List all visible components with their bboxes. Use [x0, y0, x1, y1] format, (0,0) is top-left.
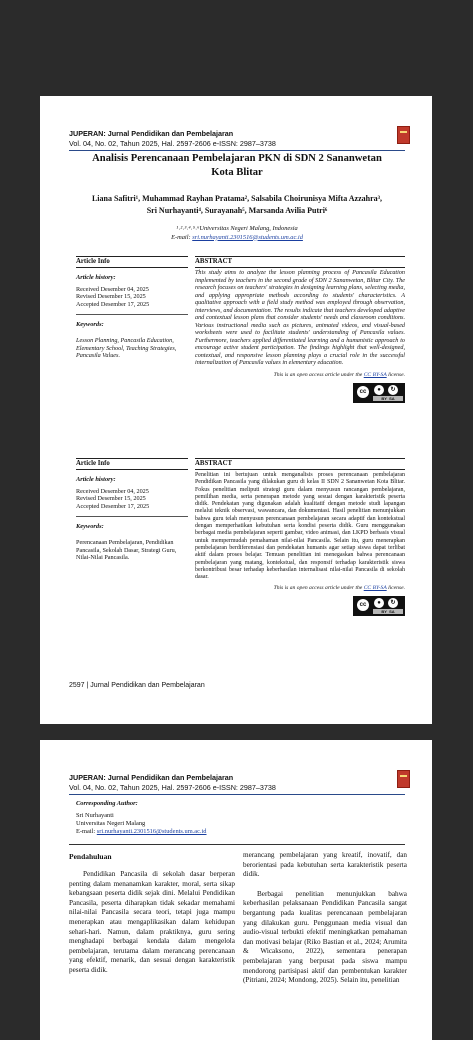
revised-date: Revised Desember 15, 2025	[76, 293, 146, 301]
email-link[interactable]: sri.nurhayanti.2301516@students.um.ac.id	[192, 233, 303, 241]
article-title: Analisis Perencanaan Pembelajaran PKN di SDN 2 Sananwetan Kota Blitar	[92, 153, 382, 178]
by-person-icon: ●	[374, 385, 384, 395]
divider	[76, 516, 188, 517]
received-date: Received Desember 04, 2025	[76, 286, 149, 293]
intro-paragraph-1: Pendidikan Pancasila di sekolah dasar berperan penting dalam menanamkan karakter, moral, serta sikap kebangsaan peserta didik sejak dini. Melalui Pendidikan Pancasila, peserta diharapkan tidak sekadar memahami nilai-nilai Pancasila secara teori, tetapi juga mampu menerapkan atau mengaplikasikan dalam kehidupan sehari-hari. Namun, dalam praktiknya, guru sering menghadapi berbagai kendala dalam mengelola pembelajaran, terutama dalam merancang perencanaan yang efektif, menarik, dan sesuai dengan karakteristik peserta didik.	[69, 870, 235, 974]
affiliation: ¹˒²˒³˒⁴˒⁵˒⁶Universitas Negeri Malang, Indonesia	[176, 225, 298, 232]
corr-label: Corresponding Author:	[76, 800, 138, 807]
corr-affiliation: Universitas Negeri Malang	[76, 820, 146, 827]
section-rule	[69, 844, 405, 845]
authors-line-1: Liana Safitri¹, Muhammad Rayhan Pratama², Salsabila Choirunisya Mifta Azzahra³,	[91, 194, 383, 203]
open-access-note	[195, 372, 405, 378]
abstract-id	[195, 458, 405, 616]
journal-cover-icon	[397, 126, 410, 144]
history-label: Article history:	[76, 476, 116, 483]
divider	[76, 314, 188, 315]
open-access-note	[195, 585, 405, 591]
cc-icon: cc	[357, 599, 369, 611]
journal-issue: Vol. 04, No. 02, Tahun 2025, Hal. 2597-2606 e-ISSN: 2987–3738	[69, 139, 276, 148]
abstract-text: Penelitian ini bertujuan untuk menganalisis proses perencanaan pembelajaran Pendidikan Pancasila yang dilakukan guru di kelas II SDN 2 Sananwetan Kota Blitar. Fokus penelitian meliputi strategi guru dalam menyusun rancangan pembelajaran, pemilihan media, serta penerapan metode yang sesuai dengan karakteristik peserta didik. Pendekatan yang digunakan adalah kualitatif dengan metode studi lapangan melalui teknik observasi, wawancara, dan dokumentasi. Hasil penelitian menunjukkan bahwa guru telah menyusun perencanaan pembelajaran secara adaptif dan kontekstual dengan memperhatikan kebutuhan serta kondisi peserta didik. Guru menggunakan berbagai media pembelajaran seperti gambar, video animasi, dan LKPD berbasis visual untuk mempermudah pemahaman nilai-nilai Pancasila. Selain itu, guru menerapkan pembelajaran berdiferensiasi dan pendekatan humanis agar setiap siswa dapat terlibat aktif dalam proses belajar. Temuan penelitian ini menegaskan bahwa perencanaan pembelajaran yang matang, kontekstual, dan responsif terhadap karakteristik siswa berkontribusi besar terhadap keberhasilan internalisasi nilai-nilai Pancasila di sekolah dasar.	[195, 472, 405, 581]
license-link[interactable]: CC BY-SA	[363, 371, 387, 378]
received-date: Received Desember 04, 2025	[76, 488, 149, 495]
license-link[interactable]: CC BY-SA	[363, 585, 387, 592]
keywords: Lesson Planning, Pancasila Education, Elementary School, Teaching Strategies, Pancasila Values.	[76, 337, 177, 360]
history-dates	[76, 286, 188, 308]
journal-issue: Vol. 04, No. 02, Tahun 2025, Hal. 2597-2606 e-ISSN: 2987–3738	[69, 783, 276, 792]
sa-icon: ↻	[388, 598, 398, 608]
affiliation-block	[70, 225, 404, 242]
accepted-date: Accepted Desember 17, 2025	[76, 300, 150, 308]
cc-icon: cc	[357, 386, 369, 398]
intro-left-column	[69, 852, 235, 976]
corr-email-line	[76, 828, 207, 836]
cc-by-sa-badge[interactable]	[353, 596, 405, 616]
footer-journal: Jurnal Pendidikan dan Pembelajaran	[90, 682, 205, 689]
license-suffix: license.	[388, 585, 405, 592]
journal-cover-icon	[397, 770, 410, 788]
history-dates	[76, 488, 188, 510]
revised-date: Revised Desember 15, 2025	[76, 495, 146, 503]
keywords-label: Keywords:	[76, 321, 104, 329]
license-suffix: license.	[388, 371, 405, 378]
authors-line-2: Sri Nurhayanti⁴, Surayanah⁵, Marsanda Avilia Putri⁶	[146, 206, 328, 215]
intro-paragraph-2: Berbagai penelitian menunjukkan bahwa keberhasilan pelaksanaan Pendidikan Pancasila sangat bergantung pada kualitas perencanaan pembelajaran yang dilakukan guru. Penggunaan media visual dan audio-visual terbukti efektif meningkatkan pemahaman dan motivasi belajar (Riko Bastian et al., 2024; Arumita & Wicaksono, 2022), sementara penerapan pembelajaran yang berpusat pada siswa mampu mendorong partisipasi aktif dan pembentukan karakter (Pitriani, 2024; Mondong, 2025). Selain itu, penelitian	[243, 889, 407, 985]
keywords-label: Keywords:	[76, 523, 104, 531]
abstract-header: ABSTRACT	[195, 458, 405, 470]
intro-right-column	[243, 848, 407, 986]
page-2	[40, 740, 432, 1040]
page-1	[40, 96, 432, 724]
header-rule	[69, 794, 405, 795]
open-access-text: This is an open access article under the	[273, 585, 363, 592]
corr-name: Sri Nurhayanti	[76, 812, 114, 819]
journal-name: JUPERAN: Jurnal Pendidikan dan Pembelajaran	[69, 773, 234, 782]
section-heading: Pendahuluan	[69, 852, 112, 861]
by-person-icon: ●	[374, 598, 384, 608]
intro-continuation: merancang pembelajaran yang kreatif, inovatif, dan berorientasi pada kebutuhan serta karakteristik peserta didik.	[243, 851, 407, 879]
journal-header	[69, 129, 276, 149]
abstract-en	[195, 256, 405, 403]
open-access-text: This is an open access article under the	[273, 371, 363, 378]
history-label: Article history:	[76, 274, 116, 281]
badge-label: BY SA	[373, 396, 403, 401]
article-info-header: Article Info	[76, 256, 188, 268]
author-list	[70, 193, 404, 217]
corr-email-link[interactable]: sri.nurhayanti.2301516@students.um.ac.id	[96, 828, 207, 835]
badge-label: BY SA	[373, 609, 403, 614]
email-line	[70, 234, 404, 243]
abstract-text: This study aims to analyze the lesson planning process of Pancasila Education implemented by teachers in the second grade of SDN 2 Sananwetan, Blitar City. The research focuses on teachers' strategies in designing learning plans, selecting media, and applying appropriate methods according to students' characteristics. A qualitative approach with a field study method was employed through observation, interviews, and documentation. The results indicate that teachers developed adaptive and contextual lesson plans that consider students' needs and classroom conditions. Various instructional media such as pictures, animated videos, and visual-based worksheets were used to facilitate students' understanding of Pancasila values. Furthermore, teachers applied differentiated learning and a humanistic approach to encourage active student participation. The findings highlight that well-designed, contextual, and responsive lesson planning plays a crucial role in the successful internalization of Pancasila values in elementary education.	[195, 270, 405, 366]
cc-by-sa-badge[interactable]	[353, 383, 405, 403]
page-number: 2597	[69, 682, 85, 689]
corresponding-author	[76, 800, 207, 836]
corr-email-label: E-mail:	[76, 828, 96, 835]
keywords: Perencanaan Pembelajaran, Pendidikan Pancasila, Sekolah Dasar, Strategi Guru, Nilai-Nilai Pancasila.	[76, 539, 177, 562]
journal-name: JUPERAN: Jurnal Pendidikan dan Pembelajaran	[69, 129, 234, 138]
abstract-header: ABSTRACT	[195, 256, 405, 268]
email-label: E-mail:	[171, 233, 191, 241]
article-info-header: Article Info	[76, 458, 188, 470]
journal-header	[69, 773, 276, 793]
article-info-en	[76, 256, 188, 359]
page-footer: 2597 | Jurnal Pendidikan dan Pembelajaran	[69, 682, 205, 689]
sa-icon: ↻	[388, 385, 398, 395]
article-info-id	[76, 458, 188, 561]
accepted-date: Accepted Desember 17, 2025	[76, 502, 150, 510]
